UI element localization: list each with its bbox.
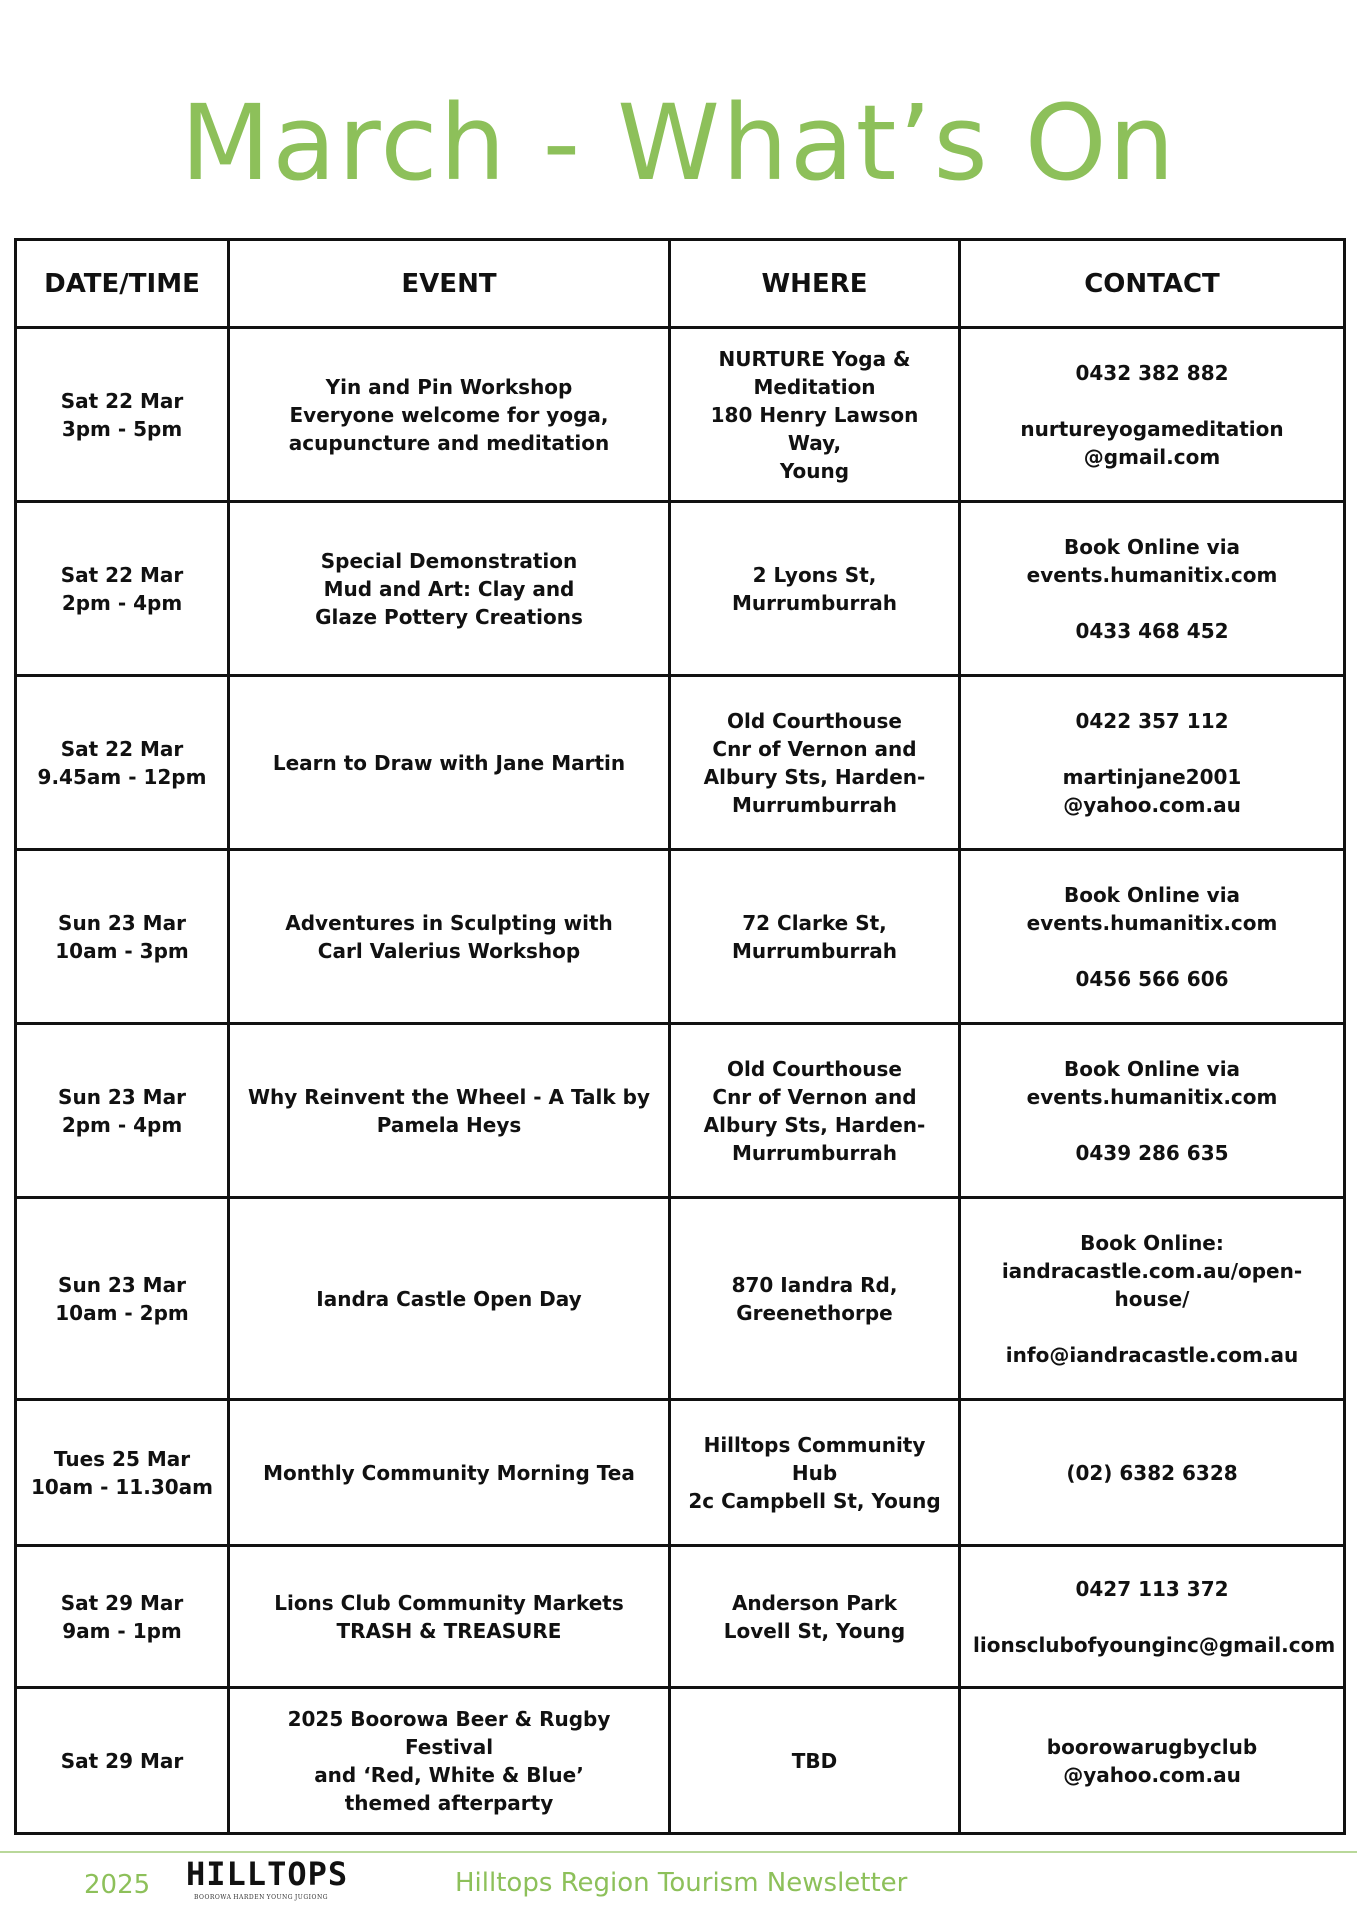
table-row (16, 1024, 1345, 1198)
hilltops-logo (186, 1855, 349, 1914)
logo-wordmark: HILLTOPS (186, 1855, 349, 1893)
footer-year: 2025 (84, 1870, 151, 1900)
where-cell: Old Courthouse Cnr of Vernon and Albury Sts, Harden- Murrumburrah (670, 676, 960, 850)
where-cell: Hilltops Community Hub 2c Campbell St, Young (670, 1400, 960, 1546)
logo-town: BOOROWA (194, 1894, 232, 1901)
where-cell: 870 Iandra Rd, Greenethorpe (670, 1198, 960, 1400)
logo-town: YOUNG (266, 1894, 294, 1901)
column-header-contact: CONTACT (960, 240, 1345, 328)
logo-town: JUGIONG (294, 1894, 328, 1901)
event-cell: Why Reinvent the Wheel - A Talk by Pamela Heys (229, 1024, 670, 1198)
date-time-cell: Sun 23 Mar 10am - 2pm (16, 1198, 229, 1400)
newsletter-name: Hilltops Region Tourism Newsletter (455, 1868, 908, 1898)
date-time-cell: Sat 29 Mar 9am - 1pm (16, 1546, 229, 1688)
table-row (16, 1400, 1345, 1546)
date-time-cell: Tues 25 Mar 10am - 11.30am (16, 1400, 229, 1546)
where-cell: Old Courthouse Cnr of Vernon and Albury Sts, Harden- Murrumburrah (670, 1024, 960, 1198)
date-time-cell: Sat 22 Mar 2pm - 4pm (16, 502, 229, 676)
column-header-date-time: DATE/TIME (16, 240, 229, 328)
table-row (16, 676, 1345, 850)
where-cell: NURTURE Yoga & Meditation 180 Henry Lawson Way, Young (670, 328, 960, 502)
table-row (16, 502, 1345, 676)
table-row (16, 328, 1345, 502)
event-cell: Learn to Draw with Jane Martin (229, 676, 670, 850)
event-cell: Adventures in Sculpting with Carl Valerius Workshop (229, 850, 670, 1024)
date-time-cell: Sat 22 Mar 9.45am - 12pm (16, 676, 229, 850)
event-cell: Yin and Pin Workshop Everyone welcome for yoga, acupuncture and meditation (229, 328, 670, 502)
table-row (16, 850, 1345, 1024)
date-time-cell: Sat 22 Mar 3pm - 5pm (16, 328, 229, 502)
contact-cell: (02) 6382 6328 (960, 1400, 1345, 1546)
contact-cell: Book Online via events.humanitix.com 0433 468 452 (960, 502, 1345, 676)
event-cell: Special Demonstration Mud and Art: Clay and Glaze Pottery Creations (229, 502, 670, 676)
event-cell: Lions Club Community Markets TRASH & TREASURE (229, 1546, 670, 1688)
page-title: March - What’s On (180, 82, 1177, 204)
event-cell: 2025 Boorowa Beer & Rugby Festival and ‘Red, White & Blue’ themed afterparty (229, 1688, 670, 1834)
table-row (16, 1688, 1345, 1834)
where-cell: TBD (670, 1688, 960, 1834)
date-time-cell: Sun 23 Mar 10am - 3pm (16, 850, 229, 1024)
contact-cell: boorowarugbyclub @yahoo.com.au (960, 1688, 1345, 1834)
where-cell: Anderson Park Lovell St, Young (670, 1546, 960, 1688)
contact-cell: 0432 382 882 nurtureyogameditation @gmail.com (960, 328, 1345, 502)
contact-cell: Book Online via events.humanitix.com 0439 286 635 (960, 1024, 1345, 1198)
contact-cell: 0427 113 372 lionsclubofyounginc@gmail.com (960, 1546, 1345, 1688)
event-cell: Monthly Community Morning Tea (229, 1400, 670, 1546)
table-row (16, 1198, 1345, 1400)
logo-town: HARDEN (233, 1894, 265, 1901)
contact-cell: Book Online: iandracastle.com.au/open- house/ info@iandracastle.com.au (960, 1198, 1345, 1400)
date-time-cell: Sun 23 Mar 2pm - 4pm (16, 1024, 229, 1198)
where-cell: 72 Clarke St, Murrumburrah (670, 850, 960, 1024)
table-row (16, 1546, 1345, 1688)
date-time-cell: Sat 29 Mar (16, 1688, 229, 1834)
table-header-row (16, 240, 1345, 328)
events-table (14, 238, 1346, 1835)
contact-cell: 0422 357 112 martinjane2001 @yahoo.com.au (960, 676, 1345, 850)
column-header-event: EVENT (229, 240, 670, 328)
column-header-where: WHERE (670, 240, 960, 328)
logo-towns (186, 1892, 336, 1901)
where-cell: 2 Lyons St, Murrumburrah (670, 502, 960, 676)
contact-cell: Book Online via events.humanitix.com 0456 566 606 (960, 850, 1345, 1024)
footer-divider (0, 1851, 1357, 1853)
event-cell: Iandra Castle Open Day (229, 1198, 670, 1400)
